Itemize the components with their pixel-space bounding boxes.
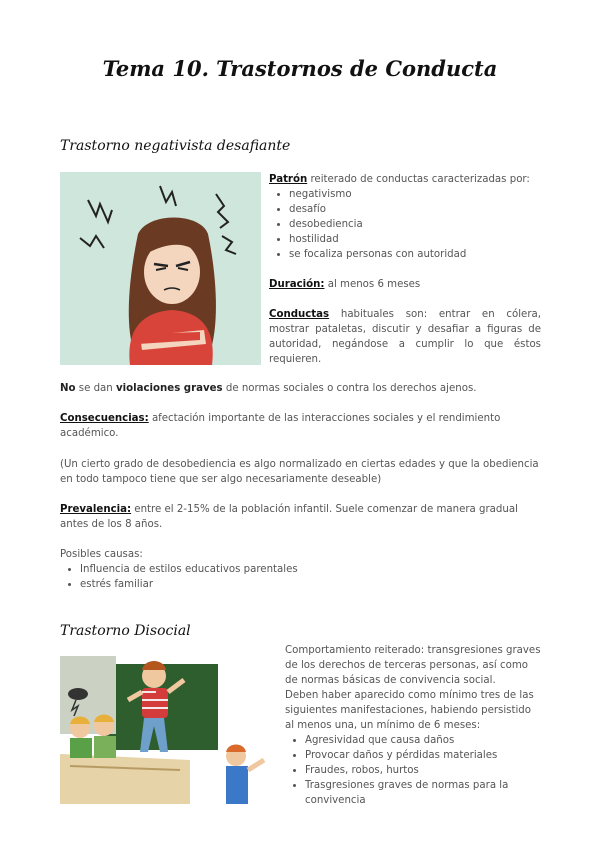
conductas-label: Conductas [269, 309, 330, 320]
prevalencia-label: Prevalencia: [60, 504, 132, 515]
patron-list [269, 187, 541, 262]
list-item: • Influencia de estilos educativos parentales [80, 562, 542, 577]
list-item: • hostilidad [289, 232, 541, 247]
causas-list [60, 562, 542, 592]
consecuencias-text: afectación importante de las interacciones sociales y el rendimiento académico. [60, 413, 501, 439]
no-violaciones-paragraph [60, 381, 542, 396]
list-item: • Trasgresiones graves de normas para la convivencia [305, 778, 541, 808]
causas-label: Posibles causas: [60, 549, 143, 560]
disocial-block [285, 643, 541, 808]
list-item: • estrés familiar [80, 577, 542, 592]
list-item: • desafío [289, 202, 541, 217]
angry-girl-illustration [60, 172, 261, 365]
conductas-block [269, 307, 541, 367]
disocial-para-2: Deben haber aparecido como mínimo tres de las siguientes manifestaciones, habiendo persistido al menos una, un mínimo de 6 meses: [285, 690, 534, 731]
disocial-para-1: Comportamiento reiterado: transgresiones graves de los derechos de terceras personas, así como de normas básicas de convivencia social. [285, 645, 541, 686]
prevalencia-paragraph [60, 502, 542, 532]
no-label: No [60, 383, 76, 394]
causas-block [60, 547, 542, 592]
section-heading-disocial: Trastorno Disocial [60, 623, 191, 639]
conductas-text: habituales son: entrar en cólera, mostrar pataletas, discutir y desafiar a figuras de autoridad, negándose a cumplir lo que éstos requieren. [269, 309, 541, 365]
disocial-list [285, 733, 541, 808]
list-item: • desobediencia [289, 217, 541, 232]
duracion-text: al menos 6 meses [324, 279, 421, 290]
no-bold-2: violaciones graves [116, 383, 223, 394]
duracion-label: Duración: [269, 279, 325, 290]
list-item: • Provocar daños y pérdidas materiales [305, 748, 541, 763]
list-item: • negativismo [289, 187, 541, 202]
patron-text: reiterado de conductas caracterizadas por: [307, 174, 530, 185]
patron-block [269, 172, 541, 262]
section-heading-negativista: Trastorno negativista desafiante [60, 138, 291, 154]
classroom-illustration [60, 656, 272, 804]
patron-label: Patrón [269, 174, 308, 185]
no-text-1: se dan [75, 383, 116, 394]
prevalencia-text: entre el 2-15% de la población infantil. Suele comenzar de manera gradual antes de los 8 años. [60, 504, 518, 530]
note-text: (Un cierto grado de desobediencia es algo normalizado en ciertas edades y que la obediencia en todo tampoco tiene que ser algo necesariamente deseable) [60, 459, 539, 485]
consecuencias-paragraph [60, 411, 542, 441]
note-paragraph [60, 457, 542, 487]
list-item: • Agresividad que causa daños [305, 733, 541, 748]
duracion-block [269, 277, 541, 292]
list-item: • Fraudes, robos, hurtos [305, 763, 541, 778]
list-item: • se focaliza personas con autoridad [289, 247, 541, 262]
page-title: Tema 10. Trastornos de Conducta [102, 56, 498, 81]
no-text-2: de normas sociales o contra los derechos ajenos. [222, 383, 477, 394]
consecuencias-label: Consecuencias: [60, 413, 149, 424]
